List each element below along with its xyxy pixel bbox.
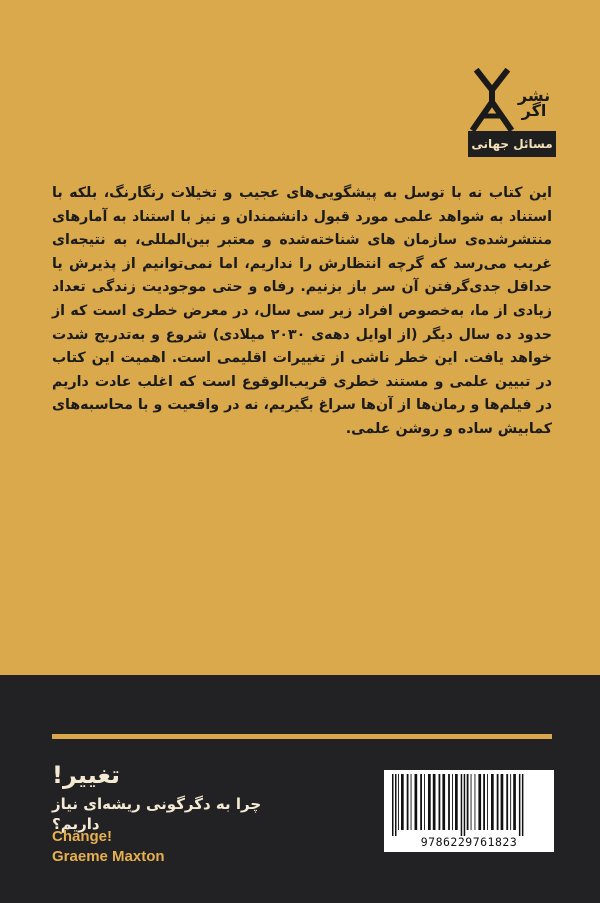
- isbn-number: 9786229761823: [420, 835, 518, 849]
- barcode-bar: [461, 774, 463, 836]
- barcode-bar: [407, 774, 409, 830]
- barcode-bar: [497, 774, 499, 830]
- barcode-bar: [455, 774, 458, 830]
- barcode-bar: [506, 774, 508, 830]
- barcode-bar: [501, 774, 504, 830]
- barcode-bar: [439, 774, 441, 830]
- barcode-bar: [401, 774, 404, 830]
- barcode-bar: [471, 774, 472, 830]
- publisher-logo: [468, 68, 556, 132]
- barcode-bars: [390, 774, 548, 836]
- book-title-en: Change!: [52, 828, 112, 845]
- back-cover-blurb: این کتاب نه با توسل به پیشگویی‌های عجیب و تخیلات رنگارنگ، بلکه با استناد به شواهد علمی مورد قبول دانشمندان و نیز با استناد به آمارهای منتشرشده‌ی سازمان های شناخته‌شده و معتبر بین‌المللی، به نتیجه‌ای غریب می‌رسد که گرچه انتظارش را نداریم، اما نمی‌توانیم از پذیرش یا حداقل جدی‌گرفتن آن سر باز بزنیم. رفاه و حتی موجودیت زندگی تعداد زیادی از ما، به‌خصوص افراد زیر سی سال، در معرض خطری است که از حدود ده سال دیگر (از اوایل دهه‌ی ۲۰۳۰ میلادی) شروع و به‌تدریج شدت خواهد یافت. این خطر ناشی از تغییرات اقلیمی است. اهمیت این کتاب در تبیین علمی و مستند خطری قریب‌الوقوع است که اغلب عادت داریم در فیلم‌ها و رمان‌ها از آن‌ها سراغ بگیریم، نه در واقعیت و با محاسبه‌های کمابیش ساده و روشن علمی.: [52, 185, 552, 437]
- barcode-bar: [424, 774, 425, 830]
- barcode-bar: [487, 774, 488, 830]
- barcode-bar: [522, 774, 524, 836]
- barcode-bar: [415, 774, 418, 830]
- barcode-bar: [392, 774, 394, 836]
- divider-rule: [52, 734, 552, 739]
- book-subtitle-fa: چرا به دگرگونی ریشه‌ای نیاز داریم؟: [52, 795, 262, 833]
- barcode-bar: [491, 774, 494, 830]
- isbn-barcode: [384, 770, 554, 852]
- book-title-fa: تغییر!: [52, 761, 121, 789]
- publisher-logo-icon: [468, 68, 516, 132]
- barcode-bar: [513, 774, 516, 830]
- barcode-bar: [411, 774, 412, 830]
- barcode-bar: [442, 774, 445, 830]
- barcode-bar: [433, 774, 436, 830]
- barcode-bar: [510, 774, 511, 830]
- barcode-bar: [467, 774, 469, 830]
- barcode-bar: [519, 774, 521, 836]
- barcode-bar: [398, 774, 399, 830]
- publisher-name: نشر اگر: [517, 86, 551, 120]
- barcode-bar: [483, 774, 485, 830]
- barcode-bar: [395, 774, 397, 836]
- barcode-bar: [428, 774, 431, 830]
- barcode-bar: [478, 774, 481, 830]
- barcode-bar: [475, 774, 476, 830]
- barcode-bar: [452, 774, 453, 830]
- barcode-bar: [420, 774, 422, 830]
- author-name-en: Graeme Maxton: [52, 848, 165, 865]
- series-badge: مسائل جهانی: [468, 131, 556, 157]
- barcode-bar: [464, 774, 466, 836]
- barcode-bar: [448, 774, 450, 830]
